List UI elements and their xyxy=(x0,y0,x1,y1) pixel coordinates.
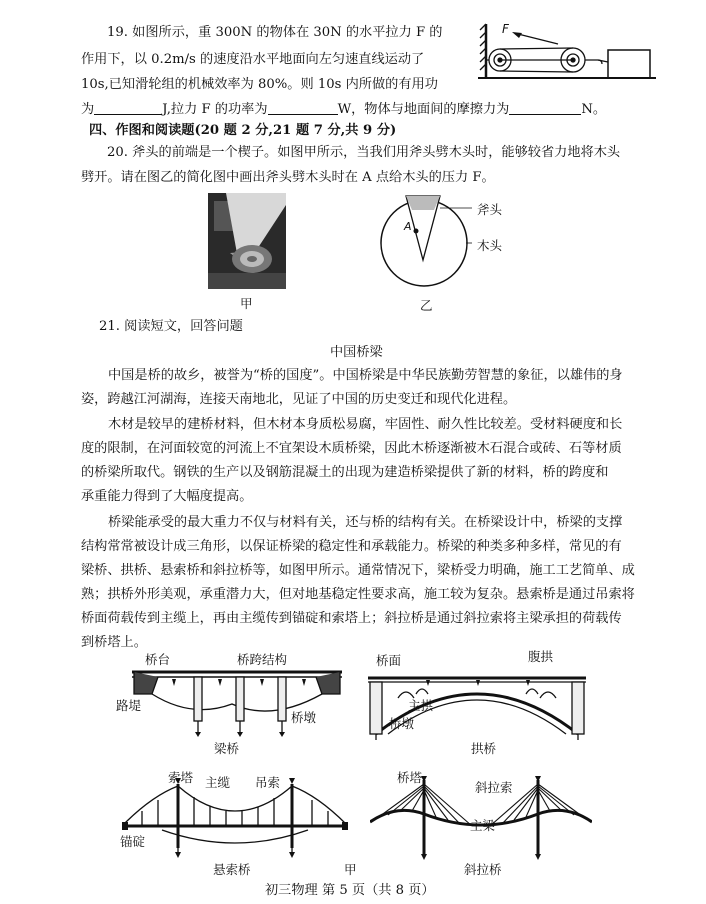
bridges-figure-caption: 甲 xyxy=(344,862,357,877)
label-susp-tower: 索塔 xyxy=(168,770,194,785)
p2-line-3: 的桥梁所取代。钢铁的生产以及钢筋混凝土的出现为建造桥梁提供了新的材料，桥的跨度和 xyxy=(81,465,609,480)
answer-blank-power[interactable] xyxy=(268,102,338,115)
q19-text-power: J,拉力 F 的功率为 xyxy=(162,102,268,117)
label-arch-pier: 桥墩 xyxy=(389,716,415,731)
q19-line-1: 19. 如图所示，重 300N 的物体在 30N 的水平拉力 F 的 xyxy=(107,25,443,40)
beam-bridge-diagram xyxy=(132,664,342,738)
caption-beam-bridge: 梁桥 xyxy=(214,741,240,756)
q19-line-3: 10s,已知滑轮组的机械效率为 80%。则 10s 内所做的有用功 xyxy=(81,77,438,92)
label-arch-deck: 桥面 xyxy=(376,653,402,668)
point-A xyxy=(414,229,419,234)
answer-blank-friction[interactable] xyxy=(509,102,581,115)
label-cs-girder: 主梁 xyxy=(470,818,496,833)
label-beam-abutment: 桥台 xyxy=(145,652,171,667)
p2-line-4: 承重能力得到了大幅度提高。 xyxy=(81,489,253,504)
p3-line-1: 桥梁能承受的最大重力不仅与材料有关，还与桥的结构有关。在桥梁设计中，桥梁的支撑 xyxy=(108,515,623,530)
p3-line-5: 桥面荷载传到主缆上，再由主缆传到锚碇和索塔上；斜拉桥是通过斜拉索将主梁承担的荷载传 xyxy=(81,611,622,626)
p3-line-3: 梁桥、拱桥、悬索桥和斜拉桥等，如图甲所示。通常情况下，梁桥受力明确，施工工艺简单、成 xyxy=(81,563,635,578)
q20-line-1: 20. 斧头的前端是一个楔子。如图甲所示，当我们用斧头劈木头时，能够较省力地将木头 xyxy=(107,145,621,160)
q19-line-2: 作用下，以 0.2m/s 的速度沿水平地面向左匀速直线运动了 xyxy=(81,52,425,67)
label-susp-anchor: 锚碇 xyxy=(120,834,146,849)
label-wood: 木头 xyxy=(477,238,503,253)
p3-line-4: 熟；拱桥外形美观，承重潜力大，但对地基稳定性要求高，施工较为复杂。悬索桥是通过吊索将 xyxy=(81,587,635,602)
force-arrow-head xyxy=(512,32,522,38)
axe-photo xyxy=(208,193,286,289)
label-axe: 斧头 xyxy=(477,202,503,217)
label-cs-stay-cable: 斜拉索 xyxy=(475,780,513,795)
p3-line-2: 结构常常被设计成三角形，以保证桥梁的稳定性和承载能力。桥梁的种类多种多样，常见的有 xyxy=(81,539,622,554)
q19-text-wei: 为 xyxy=(81,102,95,117)
pulley-system-figure xyxy=(478,22,656,84)
label-beam-embankment: 路堤 xyxy=(116,698,142,713)
q20-line-2: 劈开。请在图乙的简化图中画出斧头劈木头时在 A 点给木头的压力 F。 xyxy=(81,170,495,185)
page-footer: 初三物理 第 5 页（共 8 页） xyxy=(265,883,435,898)
label-A: A xyxy=(404,220,412,233)
caption-yi: 乙 xyxy=(420,298,433,313)
p3-line-6: 到桥塔上。 xyxy=(81,635,147,650)
caption-suspension-bridge: 悬索桥 xyxy=(213,862,251,877)
section-4-heading: 四、作图和阅读题(20 题 2 分,21 题 7 分,共 9 分) xyxy=(89,123,397,138)
caption-jia: 甲 xyxy=(240,296,253,311)
caption-cable-stayed-bridge: 斜拉桥 xyxy=(464,862,502,877)
label-cs-tower: 桥塔 xyxy=(397,770,423,785)
caption-arch-bridge: 拱桥 xyxy=(471,741,497,756)
article-title: 中国桥梁 xyxy=(330,345,383,360)
label-susp-hanger: 吊索 xyxy=(255,775,281,790)
q21-intro: 21. 阅读短文，回答问题 xyxy=(99,319,243,334)
label-arch-main: 主拱 xyxy=(408,698,434,713)
p1-line-2: 姿，跨越江河湖海，连接天南地北，见证了中国的历史变迁和现代化进程。 xyxy=(81,392,517,407)
label-susp-main-cable: 主缆 xyxy=(205,775,231,790)
suspension-bridge-diagram xyxy=(122,776,348,858)
q19-text-unit: N。 xyxy=(581,102,607,117)
answer-blank-useful-work[interactable] xyxy=(94,102,162,115)
q19-text-friction: W，物体与地面间的摩擦力为 xyxy=(337,102,510,117)
label-F: F xyxy=(502,22,509,36)
wedge-diagram xyxy=(378,190,472,290)
p2-line-1: 木材是较早的建桥材料，但木材本身质松易腐，牢固性、耐久性比较差。受材料硬度和长 xyxy=(108,417,623,432)
label-beam-pier: 桥墩 xyxy=(291,710,317,725)
label-arch-belly: 腹拱 xyxy=(528,649,554,664)
p1-line-1: 中国是桥的故乡，被誉为“桥的国度”。中国桥梁是中华民族勤劳智慧的象征，以雄伟的身 xyxy=(108,368,623,383)
label-beam-span: 桥跨结构 xyxy=(237,652,288,667)
p2-line-2: 度的限制，在河面较宽的河流上不宜架设木质桥梁，因此木桥逐渐被木石混合或砖、石等材质 xyxy=(81,441,622,456)
q19-line-4 xyxy=(81,101,606,119)
